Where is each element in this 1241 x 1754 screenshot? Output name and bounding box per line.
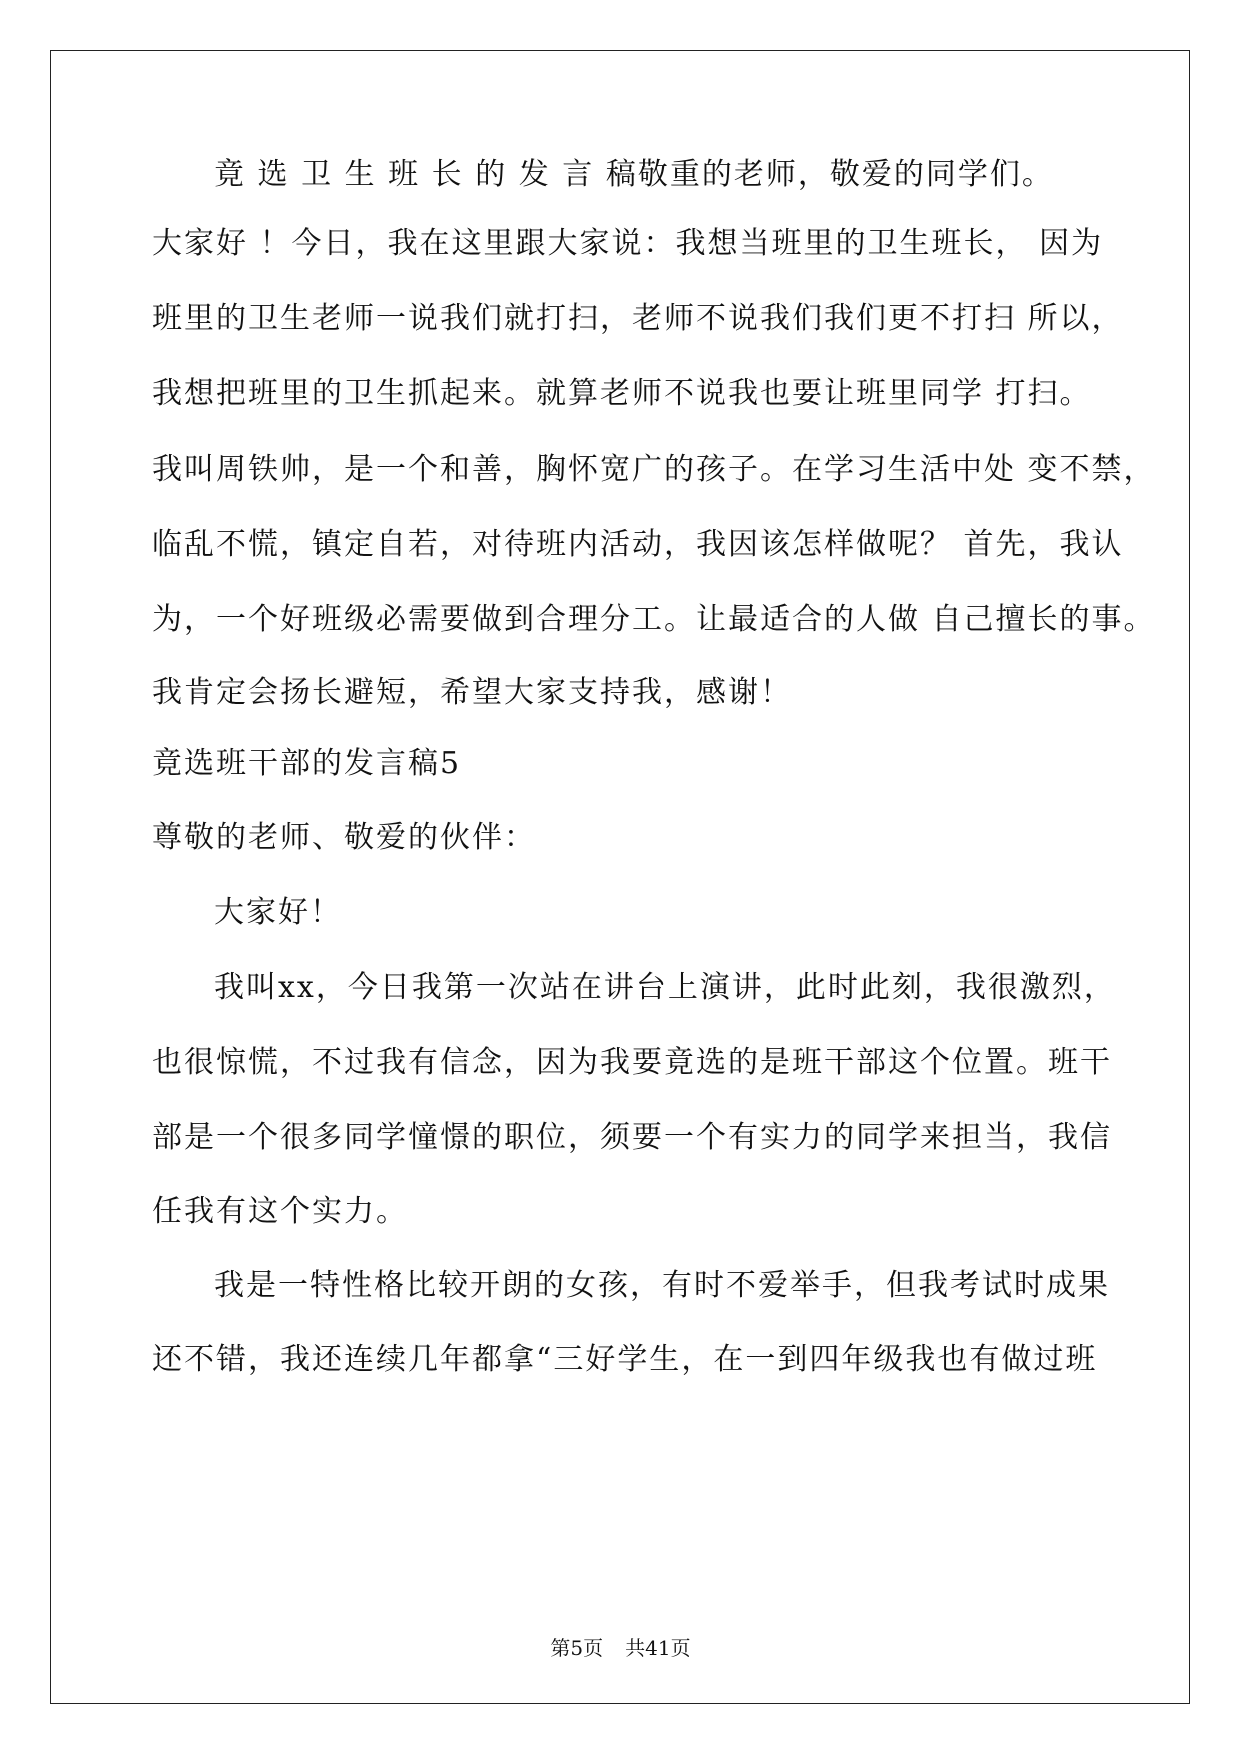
text-line: 班里的卫生老师一说我们就打扫，老师不说我们我们更不打扫 所以， — [152, 301, 1124, 336]
text-line: 还不错，我还连续几年都拿“三好学生，在一到四年级我也有做过班 — [152, 1342, 1098, 1377]
text-line: 我叫xx，今日我第一次站在讲台上演讲，此时此刻，我很激烈， — [214, 970, 1116, 1005]
total-pages: 共41页 — [625, 1636, 691, 1660]
text-line: 大家好 ！今日，我在这里跟大家说：我想当班里的卫生班长， 因为 — [152, 226, 1104, 261]
text-line: 为，一个好班级必需要做到合理分工。让最适合的人做 自己擅长的事。 — [152, 602, 1156, 637]
text-line: 我是一特性格比较开朗的女孩，有时不爱举手，但我考试时成果 — [214, 1268, 1110, 1303]
section-heading: 竟选班干部的发言稿5 — [152, 746, 462, 781]
text-line: 我叫周铁帅，是一个和善，胸怀宽广的孩子。在学习生活中处 变不禁， — [152, 452, 1156, 487]
text-line: 任我有这个实力。 — [152, 1194, 408, 1229]
text-line: 部是一个很多同学憧憬的职位，须要一个有实力的同学来担当，我信 — [152, 1120, 1112, 1155]
greeting: 大家好！ — [214, 895, 342, 930]
page-footer — [0, 1636, 1241, 1660]
text-line: 我肯定会扬长避短，希望大家支持我，感谢！ — [152, 675, 792, 710]
salutation: 尊敬的老师、敬爱的伙伴： — [152, 820, 536, 855]
text-line: 临乱不慌，镇定自若，对待班内活动，我因该怎样做呢？ 首先，我认 — [152, 527, 1124, 562]
text-line: 竟 选 卫 生 班 长 的 发 言 稿敬重的老师，敬爱的同学们。 — [214, 157, 1054, 192]
text-line: 我想把班里的卫生抓起来。就算老师不说我也要让班里同学 打扫。 — [152, 376, 1092, 411]
page-number: 第5页 — [550, 1636, 604, 1660]
text-line: 也很惊慌，不过我有信念，因为我要竟选的是班干部这个位置。班干 — [152, 1045, 1112, 1080]
